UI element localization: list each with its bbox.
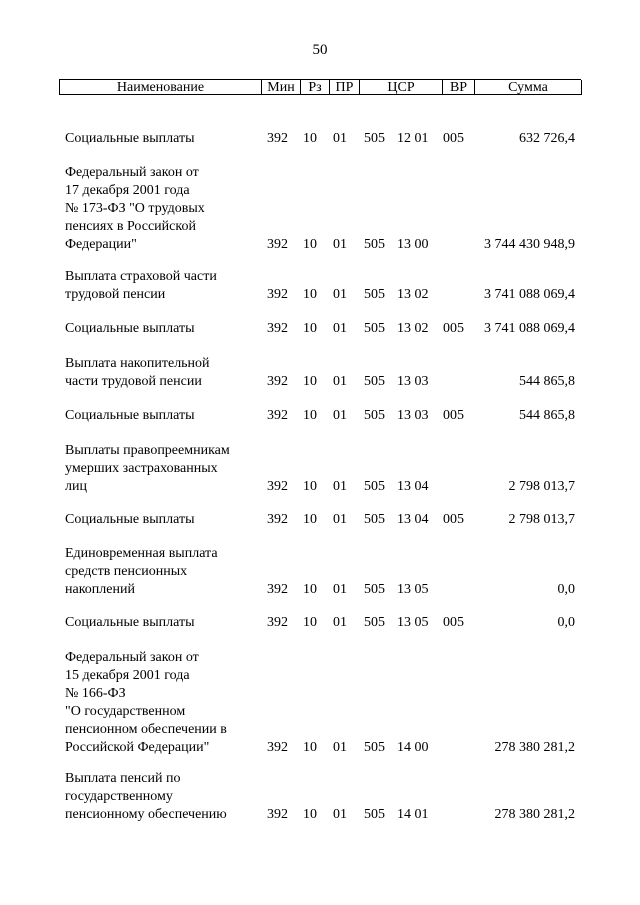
- cell-pr: 01: [333, 374, 347, 389]
- cell-min: 392: [267, 582, 288, 597]
- cell-rz: 10: [303, 615, 317, 630]
- cell-csr2: 14 01: [397, 807, 429, 822]
- cell-pr: 01: [333, 408, 347, 423]
- row-name-line: Выплата накопительной: [65, 356, 210, 371]
- cell-sum: 544 865,8: [519, 408, 575, 423]
- column-header-vr: ВР: [443, 80, 475, 95]
- row-name: [65, 268, 260, 304]
- cell-pr: 01: [333, 479, 347, 494]
- row-name-line: Российской Федерации": [65, 740, 210, 755]
- cell-csr2: 12 01: [397, 131, 429, 146]
- cell-pr: 01: [333, 237, 347, 252]
- table-row: [0, 545, 640, 599]
- cell-csr1: 505: [364, 582, 385, 597]
- table-row: [0, 442, 640, 496]
- row-name-line: лиц: [65, 479, 87, 494]
- row-name: [65, 355, 260, 391]
- row-name-line: средств пенсионных: [65, 564, 188, 579]
- cell-csr2: 13 00: [397, 237, 429, 252]
- row-name-line: Федерации": [65, 237, 137, 252]
- cell-csr1: 505: [364, 321, 385, 336]
- cell-min: 392: [267, 321, 288, 336]
- cell-pr: 01: [333, 807, 347, 822]
- cell-min: 392: [267, 512, 288, 527]
- cell-rz: 10: [303, 740, 317, 755]
- cell-csr2: 13 02: [397, 321, 429, 336]
- cell-csr2: 13 04: [397, 512, 429, 527]
- row-name: [65, 614, 260, 632]
- cell-vr: 005: [443, 131, 464, 146]
- cell-vr: 005: [443, 408, 464, 423]
- row-name-line: № 173-ФЗ "О трудовых: [65, 201, 205, 216]
- table-row: [0, 130, 640, 148]
- cell-pr: 01: [333, 582, 347, 597]
- row-name-line: Социальные выплаты: [65, 321, 195, 336]
- cell-sum: 3 744 430 948,9: [484, 237, 575, 252]
- cell-min: 392: [267, 374, 288, 389]
- row-name-line: Федеральный закон от: [65, 165, 199, 180]
- row-name-line: пенсионном обеспечении в: [65, 722, 227, 737]
- cell-pr: 01: [333, 512, 347, 527]
- cell-min: 392: [267, 807, 288, 822]
- cell-rz: 10: [303, 237, 317, 252]
- column-header-min: Мин: [262, 80, 301, 95]
- table-row: [0, 649, 640, 757]
- row-name-line: накоплений: [65, 582, 135, 597]
- table-row: [0, 770, 640, 824]
- cell-sum: 278 380 281,2: [494, 807, 575, 822]
- column-header-name: Наименование: [60, 80, 262, 95]
- cell-csr2: 13 02: [397, 287, 429, 302]
- cell-pr: 01: [333, 615, 347, 630]
- cell-csr1: 505: [364, 287, 385, 302]
- table-row: [0, 407, 640, 425]
- table-row: [0, 320, 640, 338]
- row-name-line: № 166-ФЗ: [65, 686, 126, 701]
- cell-csr2: 13 03: [397, 408, 429, 423]
- row-name-line: части трудовой пенсии: [65, 374, 202, 389]
- cell-pr: 01: [333, 740, 347, 755]
- row-name-line: Выплата страховой части: [65, 269, 217, 284]
- cell-vr: 005: [443, 321, 464, 336]
- row-name-line: Социальные выплаты: [65, 131, 195, 146]
- row-name-line: пенсионному обеспечению: [65, 807, 227, 822]
- row-name: [65, 545, 260, 599]
- cell-pr: 01: [333, 287, 347, 302]
- cell-pr: 01: [333, 321, 347, 336]
- cell-vr: 005: [443, 512, 464, 527]
- cell-csr2: 14 00: [397, 740, 429, 755]
- row-name-line: 15 декабря 2001 года: [65, 668, 190, 683]
- row-name: [65, 407, 260, 425]
- cell-pr: 01: [333, 131, 347, 146]
- row-name-line: государственному: [65, 789, 173, 804]
- cell-rz: 10: [303, 582, 317, 597]
- cell-csr1: 505: [364, 374, 385, 389]
- table-row: [0, 355, 640, 391]
- cell-min: 392: [267, 131, 288, 146]
- row-name-line: Социальные выплаты: [65, 615, 195, 630]
- cell-rz: 10: [303, 408, 317, 423]
- cell-min: 392: [267, 740, 288, 755]
- table-header: [59, 79, 581, 95]
- row-name-line: Выплата пенсий по: [65, 771, 181, 786]
- cell-rz: 10: [303, 512, 317, 527]
- cell-csr2: 13 03: [397, 374, 429, 389]
- cell-csr1: 505: [364, 615, 385, 630]
- row-name-line: Социальные выплаты: [65, 408, 195, 423]
- cell-rz: 10: [303, 374, 317, 389]
- cell-sum: 2 798 013,7: [508, 512, 575, 527]
- table-row: [0, 511, 640, 529]
- cell-rz: 10: [303, 131, 317, 146]
- row-name: [65, 164, 260, 254]
- cell-sum: 278 380 281,2: [494, 740, 575, 755]
- row-name: [65, 130, 260, 148]
- cell-csr1: 505: [364, 740, 385, 755]
- cell-sum: 0,0: [557, 615, 575, 630]
- cell-min: 392: [267, 287, 288, 302]
- row-name-line: "О государственном: [65, 704, 186, 719]
- cell-csr1: 505: [364, 131, 385, 146]
- cell-csr1: 505: [364, 479, 385, 494]
- row-name-line: Выплаты правопреемникам: [65, 443, 230, 458]
- table-row: [0, 164, 640, 254]
- column-header-csr: ЦСР: [360, 80, 443, 95]
- column-header-sum: Сумма: [475, 80, 582, 95]
- table-row: [0, 614, 640, 632]
- cell-csr2: 13 04: [397, 479, 429, 494]
- row-name: [65, 511, 260, 529]
- row-name-line: 17 декабря 2001 года: [65, 183, 190, 198]
- cell-rz: 10: [303, 321, 317, 336]
- cell-min: 392: [267, 615, 288, 630]
- table-row: [0, 268, 640, 304]
- column-header-rz: Рз: [301, 80, 330, 95]
- cell-min: 392: [267, 408, 288, 423]
- cell-csr1: 505: [364, 807, 385, 822]
- row-name-line: пенсиях в Российской: [65, 219, 196, 234]
- cell-csr2: 13 05: [397, 615, 429, 630]
- cell-sum: 544 865,8: [519, 374, 575, 389]
- cell-csr1: 505: [364, 408, 385, 423]
- row-name-line: Единовременная выплата: [65, 546, 218, 561]
- cell-sum: 3 741 088 069,4: [484, 287, 575, 302]
- row-name: [65, 320, 260, 338]
- row-name-line: Федеральный закон от: [65, 650, 199, 665]
- column-header-pr: ПР: [330, 80, 360, 95]
- cell-csr1: 505: [364, 237, 385, 252]
- row-name-line: Социальные выплаты: [65, 512, 195, 527]
- row-name-line: умерших застрахованных: [65, 461, 218, 476]
- cell-csr2: 13 05: [397, 582, 429, 597]
- cell-min: 392: [267, 479, 288, 494]
- cell-min: 392: [267, 237, 288, 252]
- cell-rz: 10: [303, 479, 317, 494]
- row-name: [65, 442, 260, 496]
- row-name-line: трудовой пенсии: [65, 287, 166, 302]
- cell-sum: 632 726,4: [519, 131, 575, 146]
- cell-sum: 2 798 013,7: [508, 479, 575, 494]
- cell-sum: 0,0: [557, 582, 575, 597]
- page-number: 50: [312, 42, 328, 58]
- row-name: [65, 770, 260, 824]
- cell-sum: 3 741 088 069,4: [484, 321, 575, 336]
- cell-rz: 10: [303, 287, 317, 302]
- cell-rz: 10: [303, 807, 317, 822]
- cell-csr1: 505: [364, 512, 385, 527]
- row-name: [65, 649, 260, 757]
- cell-vr: 005: [443, 615, 464, 630]
